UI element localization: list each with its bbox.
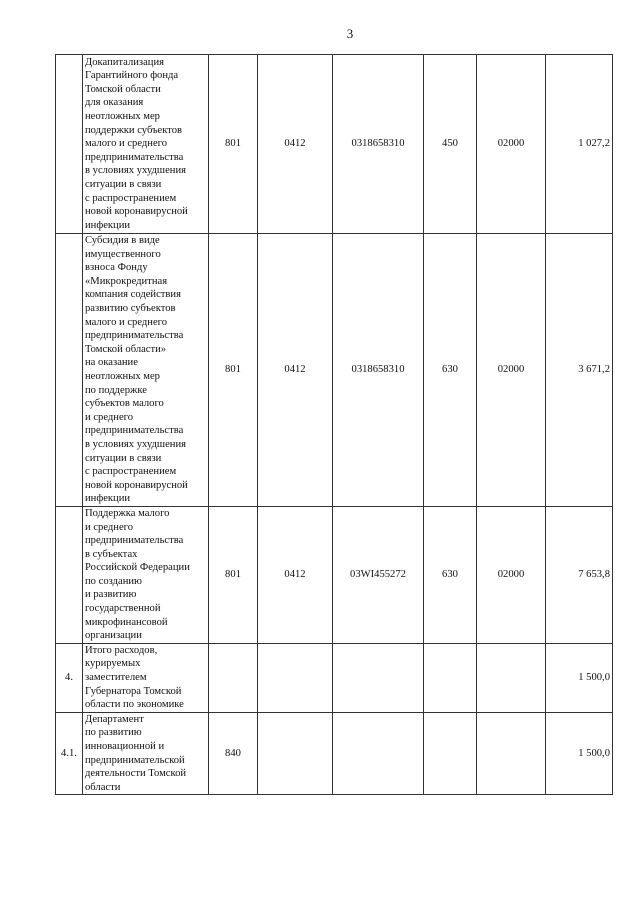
row-description: Субсидия в виде имущественного взноса Фонду «Микрокредитная компания содействия развитию субъектов малого и среднего предпринимательства Томской области» на оказание неотложных мер по поддержке субъектов малого и среднего предпринимательства в условиях ухудшения ситуации в связи с распространением новой коронавирусной инфекции bbox=[83, 234, 209, 507]
amount: 1 500,0 bbox=[546, 712, 613, 795]
classifier-code: 02000 bbox=[477, 55, 546, 234]
row-number bbox=[56, 506, 83, 643]
expense-type-code: 630 bbox=[424, 234, 477, 507]
row-number bbox=[56, 55, 83, 234]
row-number: 4.1. bbox=[56, 712, 83, 795]
ministry-code: 801 bbox=[209, 55, 258, 234]
classifier-code: 02000 bbox=[477, 506, 546, 643]
target-article-code: 03WI455272 bbox=[333, 506, 424, 643]
target-article-code bbox=[333, 643, 424, 712]
target-article-code: 0318658310 bbox=[333, 234, 424, 507]
budget-table bbox=[55, 54, 613, 795]
section-code: 0412 bbox=[258, 506, 333, 643]
expense-type-code: 630 bbox=[424, 506, 477, 643]
table-row bbox=[56, 712, 613, 795]
ministry-code: 840 bbox=[209, 712, 258, 795]
classifier-code bbox=[477, 643, 546, 712]
amount: 7 653,8 bbox=[546, 506, 613, 643]
page-number: 3 bbox=[346, 26, 354, 41]
table-row bbox=[56, 234, 613, 507]
row-number: 4. bbox=[56, 643, 83, 712]
expense-type-code: 450 bbox=[424, 55, 477, 234]
section-code bbox=[258, 712, 333, 795]
row-number bbox=[56, 234, 83, 507]
section-code bbox=[258, 643, 333, 712]
amount: 3 671,2 bbox=[546, 234, 613, 507]
ministry-code: 801 bbox=[209, 506, 258, 643]
section-code: 0412 bbox=[258, 234, 333, 507]
classifier-code: 02000 bbox=[477, 234, 546, 507]
classifier-code bbox=[477, 712, 546, 795]
section-code: 0412 bbox=[258, 55, 333, 234]
target-article-code: 0318658310 bbox=[333, 55, 424, 234]
table-row bbox=[56, 55, 613, 234]
expense-type-code bbox=[424, 643, 477, 712]
expense-type-code bbox=[424, 712, 477, 795]
amount: 1 027,2 bbox=[546, 55, 613, 234]
target-article-code bbox=[333, 712, 424, 795]
row-description: Докапитализация Гарантийного фонда Томской области для оказания неотложных мер поддержки субъектов малого и среднего предпринимательства в условиях ухудшения ситуации в связи с распространением новой коронавирусной инфекции bbox=[83, 55, 209, 234]
row-description: Департамент по развитию инновационной и предпринимательской деятельности Томской области bbox=[83, 712, 209, 795]
row-description: Поддержка малого и среднего предпринимательства в субъектах Российской Федерации по созданию и развитию государственной микрофинансовой организации bbox=[83, 506, 209, 643]
row-description: Итого расходов, курируемых заместителем Губернатора Томской области по экономике bbox=[83, 643, 209, 712]
table-row bbox=[56, 643, 613, 712]
ministry-code: 801 bbox=[209, 234, 258, 507]
amount: 1 500,0 bbox=[546, 643, 613, 712]
table-row bbox=[56, 506, 613, 643]
ministry-code bbox=[209, 643, 258, 712]
